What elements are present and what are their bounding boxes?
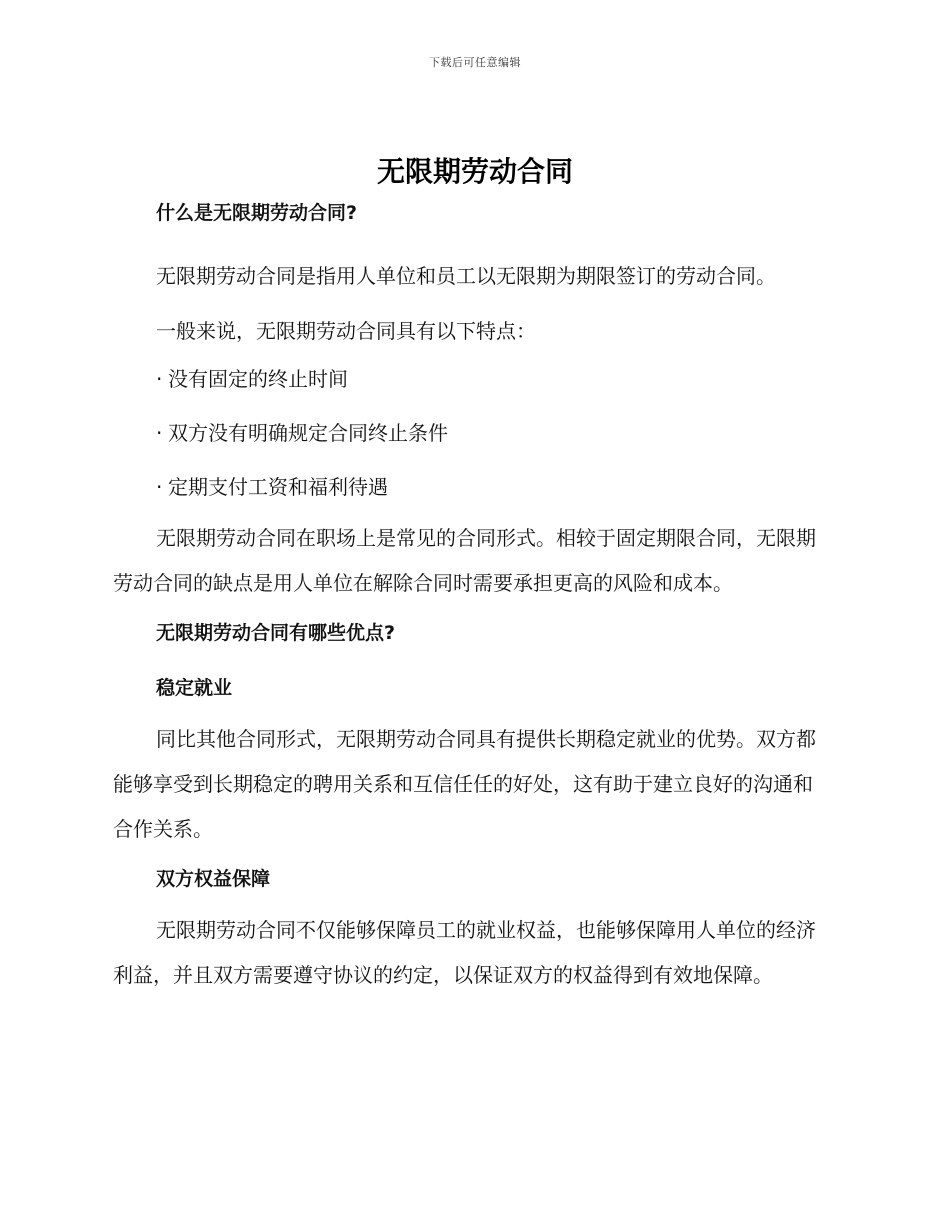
paragraph-comparison: 无限期劳动合同在职场上是常见的合同形式。相较于固定期限合同，无限期劳动合同的缺点是用人单位在解除合同时需要承担更高的风险和成本。: [113, 526, 816, 595]
document-body: [113, 198, 831, 998]
list-item: [113, 364, 831, 394]
list-item-text: 没有固定的终止时间: [168, 367, 348, 391]
list-item: [113, 472, 831, 502]
paragraph-definition: 无限期劳动合同是指用人单位和员工以无限期为期限签订的劳动合同。: [156, 264, 776, 288]
section-heading-advantages: 无限期劳动合同有哪些优点?: [156, 622, 396, 644]
paragraph-rights-protection: 无限期劳动合同不仅能够保障员工的就业权益，也能够保障用人单位的经济利益，并且双方需要遵守协议的约定，以保证双方的权益得到有效地保障。: [113, 918, 816, 987]
section-heading-what-is: 什么是无限期劳动合同?: [156, 202, 358, 224]
paragraph-features-intro: 一般来说，无限期劳动合同具有以下特点：: [156, 319, 536, 343]
list-item-text: 定期支付工资和福利待遇: [168, 475, 388, 499]
list-item: [113, 418, 831, 448]
document-title: 无限期劳动合同: [376, 155, 573, 188]
subheading-stable-employment: 稳定就业: [156, 677, 233, 699]
bullet-icon: ·: [156, 421, 163, 445]
paragraph-stable-employment: 同比其他合同形式，无限期劳动合同具有提供长期稳定就业的优势。双方都能够享受到长期稳定的聘用关系和互信任任的好处，这有助于建立良好的沟通和合作关系。: [113, 727, 816, 841]
list-item-text: 双方没有明确规定合同终止条件: [168, 421, 448, 445]
bullet-icon: ·: [156, 367, 163, 391]
subheading-rights-protection: 双方权益保障: [156, 868, 271, 890]
bullet-icon: ·: [156, 475, 163, 499]
header-note: 下载后可任意编辑: [429, 56, 521, 69]
